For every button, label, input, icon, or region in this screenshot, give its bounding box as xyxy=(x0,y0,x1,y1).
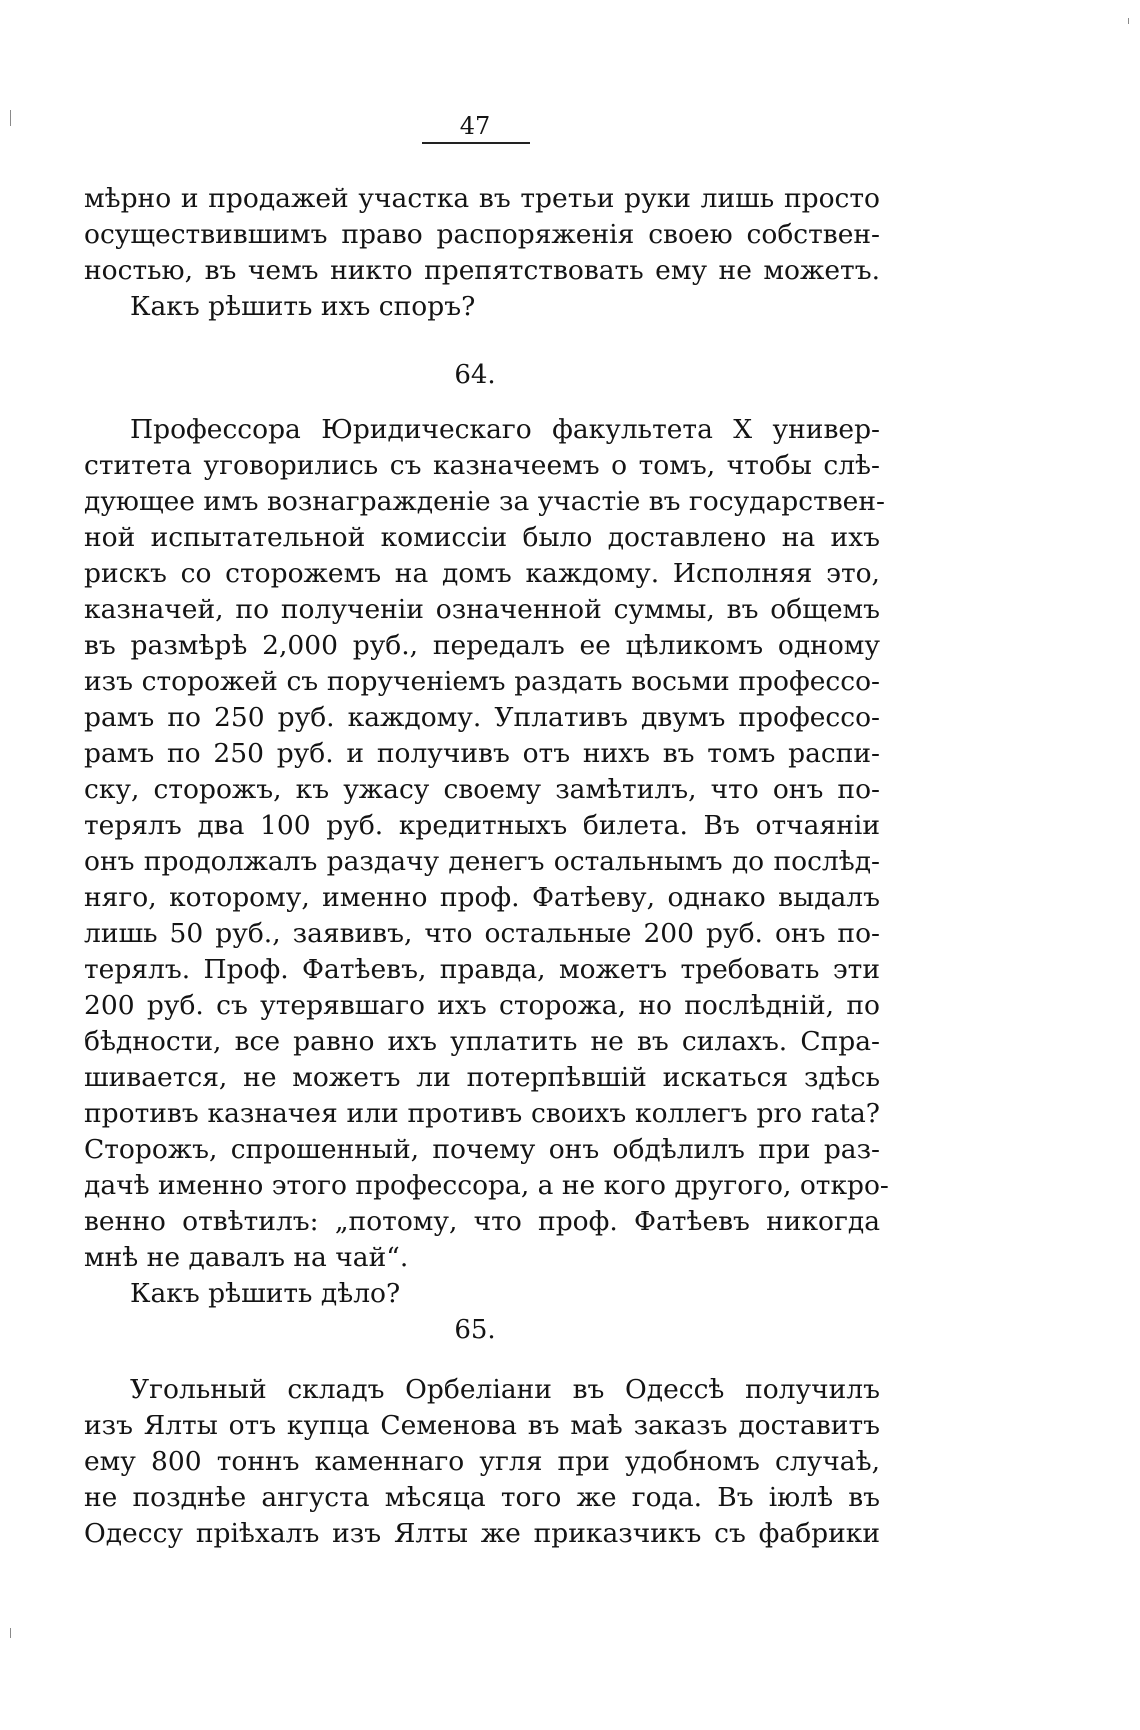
text-line: ной испытательной комиссіи было доставлено на ихъ xyxy=(84,522,880,553)
text-line: казначей, по полученіи означенной суммы, въ общемъ xyxy=(84,594,880,625)
text-line: мнѣ не давалъ на чай“. xyxy=(84,1242,409,1273)
text-line: не позднѣе ангуста мѣсяца того же года. Въ іюлѣ въ xyxy=(84,1482,880,1513)
text-line: шивается, не можетъ ли потерпѣвшій искаться здѣсь xyxy=(84,1062,880,1093)
scan-speck-top-right xyxy=(1128,18,1129,24)
text-line: изъ сторожей съ порученіемъ раздать восьми профессо- xyxy=(84,666,880,697)
text-line: мѣрно и продажей участка въ третьи руки лишь просто xyxy=(84,183,880,214)
text-line: ститета уговорились съ казначеемъ о томъ, чтобы слѣ- xyxy=(84,450,880,481)
text-line: 200 руб. съ утерявшаго ихъ сторожа, но послѣдній, по xyxy=(84,990,880,1021)
text-line: рамъ по 250 руб. каждому. Уплативъ двумъ профессо- xyxy=(84,702,880,733)
text-line: бѣдности, все равно ихъ уплатить не въ силахъ. Спра- xyxy=(84,1026,880,1057)
question-line: Какъ рѣшить дѣло? xyxy=(130,1278,401,1309)
text-line: терялъ. Проф. Фатѣевъ, правда, можетъ требовать эти xyxy=(84,954,880,985)
text-line: онъ продолжалъ раздачу денегъ остальнымъ до послѣд- xyxy=(84,846,880,877)
text-line: Одессу пріѣхалъ изъ Ялты же приказчикъ съ фабрики xyxy=(84,1518,880,1549)
text-line: противъ казначея или противъ своихъ коллегъ pro rata? xyxy=(84,1098,880,1129)
text-line: осуществившимъ право распоряженія своею собствен- xyxy=(84,219,880,250)
text-line: няго, которому, именно проф. Фатѣеву, однако выдалъ xyxy=(84,882,880,913)
text-line: дачѣ именно этого профессора, а не кого другого, откро- xyxy=(84,1170,889,1201)
text-line: ностью, въ чемъ никто препятствовать ему не можетъ. xyxy=(84,255,880,286)
page-number: 47 xyxy=(459,112,491,140)
text-line: въ размѣрѣ 2,000 руб., передалъ ее цѣликомъ одному xyxy=(84,630,880,661)
text-line: терялъ два 100 руб. кредитныхъ билета. Въ отчаяніи xyxy=(84,810,880,841)
text-line: дующее имъ вознагражденіе за участіе въ государствен- xyxy=(84,486,885,517)
text-line: Сторожъ, спрошенный, почему онъ обдѣлилъ при раз- xyxy=(84,1134,880,1165)
question-line: Какъ рѣшить ихъ споръ? xyxy=(130,291,476,322)
scan-speck-bottom-left xyxy=(10,1628,11,1638)
text-line: ему 800 тоннъ каменнаго угля при удобномъ случаѣ, xyxy=(84,1446,880,1477)
text-line: рамъ по 250 руб. и получивъ отъ нихъ въ томъ распи- xyxy=(84,738,880,769)
scan-speck-left xyxy=(10,110,11,126)
paragraph-first-line: Профессора Юридическаго факультета X универ- xyxy=(130,414,880,445)
text-line: лишь 50 руб., заявивъ, что остальные 200 руб. онъ по- xyxy=(84,918,880,949)
text-line: рискъ со сторожемъ на домъ каждому. Исполняя это, xyxy=(84,558,880,589)
text-line: венно отвѣтилъ: „потому, что проф. Фатѣевъ никогда xyxy=(84,1206,880,1237)
section-number: 64. xyxy=(454,360,496,390)
text-line: ску, сторожъ, къ ужасу своему замѣтилъ, что онъ по- xyxy=(84,774,880,805)
page-number-rule xyxy=(422,142,530,144)
text-line: изъ Ялты отъ купца Семенова въ маѣ заказъ доставитъ xyxy=(84,1410,880,1441)
paragraph-first-line: Угольный складъ Орбеліани въ Одессѣ получилъ xyxy=(130,1374,880,1405)
section-number: 65. xyxy=(454,1315,496,1345)
